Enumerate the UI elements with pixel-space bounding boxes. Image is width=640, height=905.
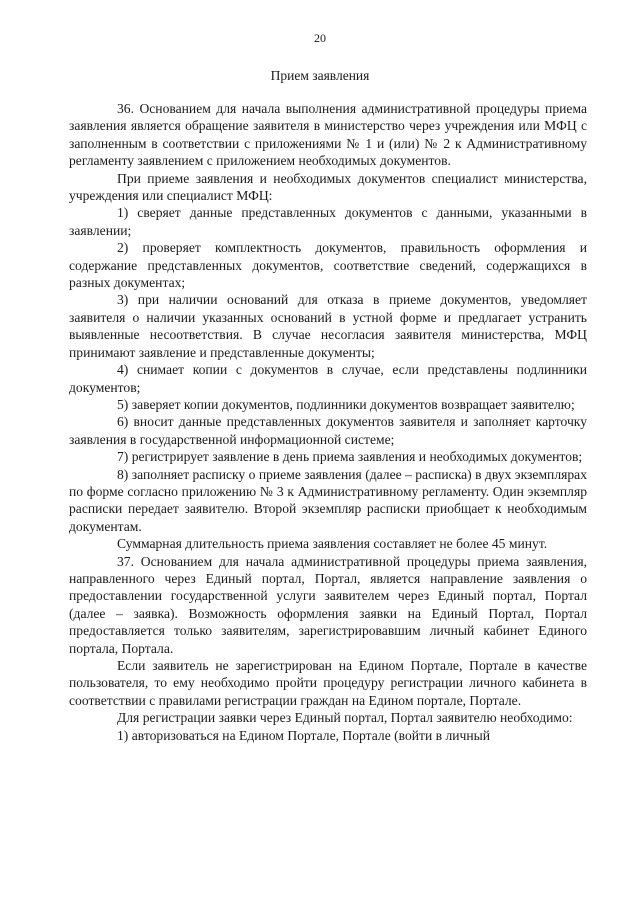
list-item-7: 7) регистрирует заявление в день приема заявления и необходимых документов; bbox=[117, 449, 583, 465]
paragraph-36: 36. Основанием для начала выполнения административной процедуры приема заявления является обращение заявителя в министерство через учреждения или МФЦ с заполненным в соответствии с приложениями № 1 и (или) № 2 к Административному регламенту заявлением с приложением необходимых документов. bbox=[69, 101, 587, 169]
list-item-2: 2) проверяет комплектность документов, правильность оформления и содержание представленных документов, соответствие сведений, содержащихся в разных документах; bbox=[69, 240, 587, 291]
list-item-4: 4) снимает копии с документов в случае, если представлены подлинники документов; bbox=[69, 362, 587, 395]
page-number: 20 bbox=[314, 31, 326, 45]
paragraph-37: 37. Основанием для начала административной процедуры приема заявления, направленного через Единый портал, Портал, является направление заявления о предоставлении государственной услуги заявителем через Единый портал, Портал (далее – заявка). Возможность оформления заявки на Единый Портал, Портал предоставляется только заявителям, зарегистрировавшим личный кабинет Единого портала, Портала. bbox=[69, 553, 587, 656]
list-item-8: 8) заполняет расписку о приеме заявления (далее – расписка) в двух экземплярах по форме согласно приложению № 3 к Административному регламенту. Один экземпляр расписки передает заявителю. Второй экземпляр расписки приобщает к необходимым документам. bbox=[69, 466, 587, 534]
list-item-6: 6) вносит данные представленных документов заявителя и заполняет карточку заявления в государственной информационной системе; bbox=[69, 414, 587, 447]
list-item-3: 3) при наличии оснований для отказа в приеме документов, уведомляет заявителя о наличии указанных оснований в устной форме и предлагает устранить выявленные несоответствия. В случае несогласия заявителя министерства, МФЦ принимают заявление и представленные документы; bbox=[69, 292, 587, 360]
paragraph-specialist-intro: При приеме заявления и необходимых документов специалист министерства, учреждения или специалист МФЦ: bbox=[69, 170, 587, 204]
paragraph-duration: Суммарная длительность приема заявления составляет не более 45 минут. bbox=[117, 536, 548, 552]
body-text bbox=[69, 100, 587, 744]
list-item-5: 5) заверяет копии документов, подлинники документов возвращает заявителю; bbox=[117, 396, 575, 412]
list-item-authorize: 1) авторизоваться на Едином Портале, Портале (войти в личный bbox=[117, 727, 491, 743]
list-item-1: 1) сверяет данные представленных документов с данными, указанными в заявлении; bbox=[69, 205, 587, 238]
section-title: Прием заявления bbox=[270, 68, 370, 83]
paragraph-unregistered: Если заявитель не зарегистрирован на Едином Портале, Портале в качестве пользователя, то ему необходимо пройти процедуру регистрации личного кабинета в соответствии с правилами регистрации граждан на Едином портале, Портале. bbox=[69, 658, 587, 708]
paragraph-registration: Для регистрации заявки через Единый портал, Портал заявителю необходимо: bbox=[117, 710, 573, 726]
